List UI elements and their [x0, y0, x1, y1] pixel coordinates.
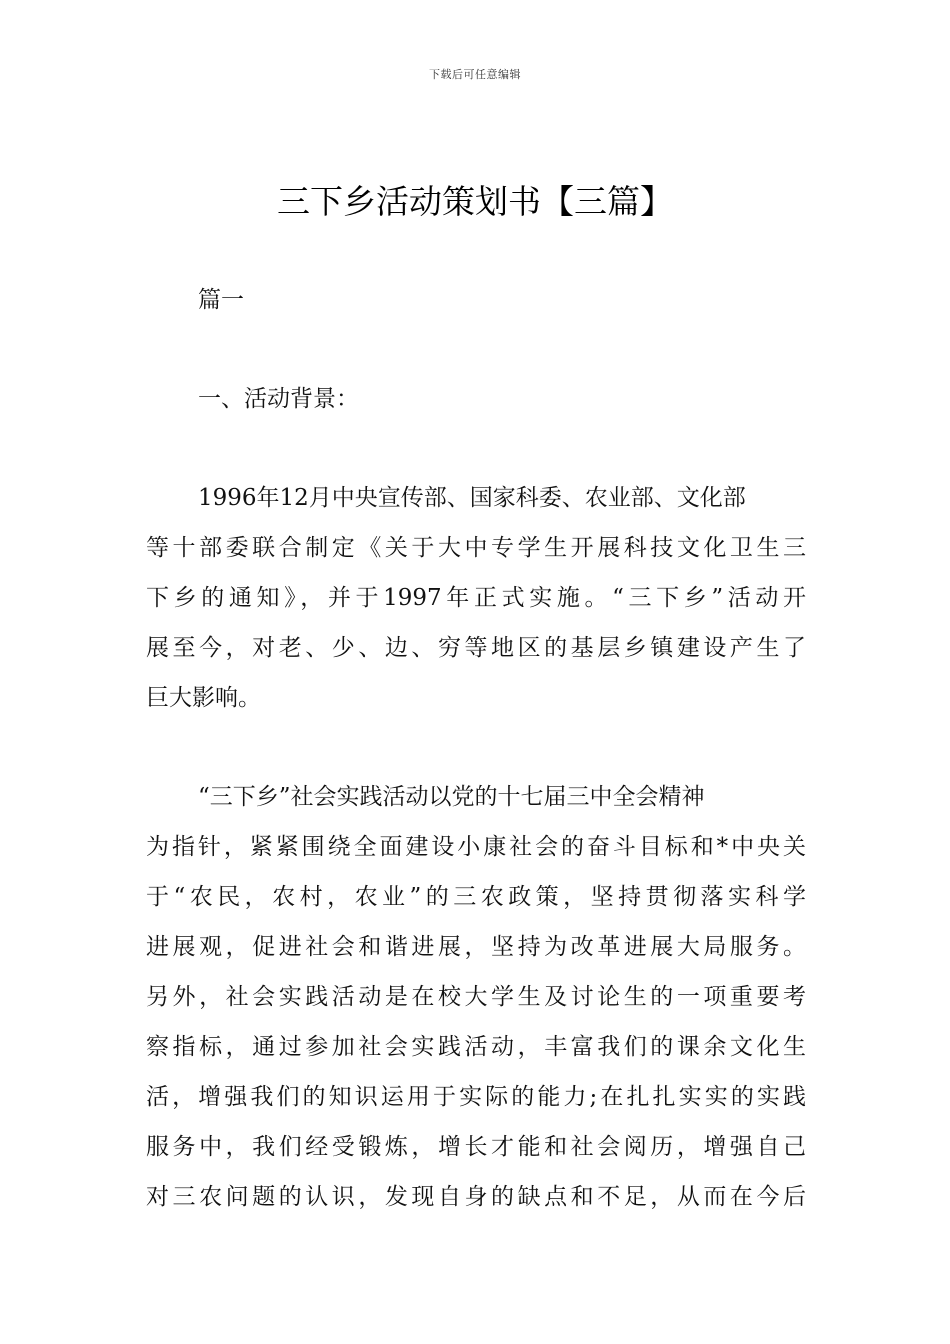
paragraph-line: 服务中，我们经受锻炼，增长才能和社会阅历，增强自己 — [146, 1134, 806, 1160]
paragraph-background — [146, 473, 806, 723]
paragraph-line: 活，增强我们的知识运用于实际的能力;在扎扎实实的实践 — [146, 1084, 806, 1110]
section-heading: 一、活动背景： — [198, 386, 359, 412]
paragraph-line: 对三农问题的认识，发现自身的缺点和不足，从而在今后 — [146, 1184, 806, 1210]
paragraph-line: 察指标，通过参加社会实践活动，丰富我们的课余文化生 — [146, 1034, 806, 1060]
paragraph-line: 1996年12月中央宣传部、国家科委、农业部、文化部 — [198, 485, 746, 511]
paragraph-line: 展至今，对老、少、边、穷等地区的基层乡镇建设产生了 — [146, 635, 806, 661]
part-label: 篇一 — [198, 287, 244, 313]
paragraph-line: 进展观，促进社会和谐进展，坚持为改革进展大局服务。 — [146, 934, 806, 960]
document-title: 三下乡活动策划书【三篇】 — [277, 182, 673, 221]
paragraph-line: 另外，社会实践活动是在校大学生及讨论生的一项重要考 — [146, 984, 806, 1010]
paragraph-line: 为指针，紧紧围绕全面建设小康社会的奋斗目标和*中央关 — [146, 834, 806, 860]
paragraph-line: “三下乡”社会实践活动以党的十七届三中全会精神 — [198, 784, 705, 810]
header-note: 下载后可任意编辑 — [429, 68, 521, 81]
paragraph-practice — [146, 772, 806, 1222]
paragraph-line: 下乡的通知》，并于1997年正式实施。“三下乡”活动开 — [146, 585, 806, 611]
paragraph-line: 于“农民，农村，农业”的三农政策，坚持贯彻落实科学 — [146, 884, 806, 910]
paragraph-line: 等十部委联合制定《关于大中专学生开展科技文化卫生三 — [146, 535, 806, 561]
paragraph-line: 巨大影响。 — [146, 685, 261, 711]
